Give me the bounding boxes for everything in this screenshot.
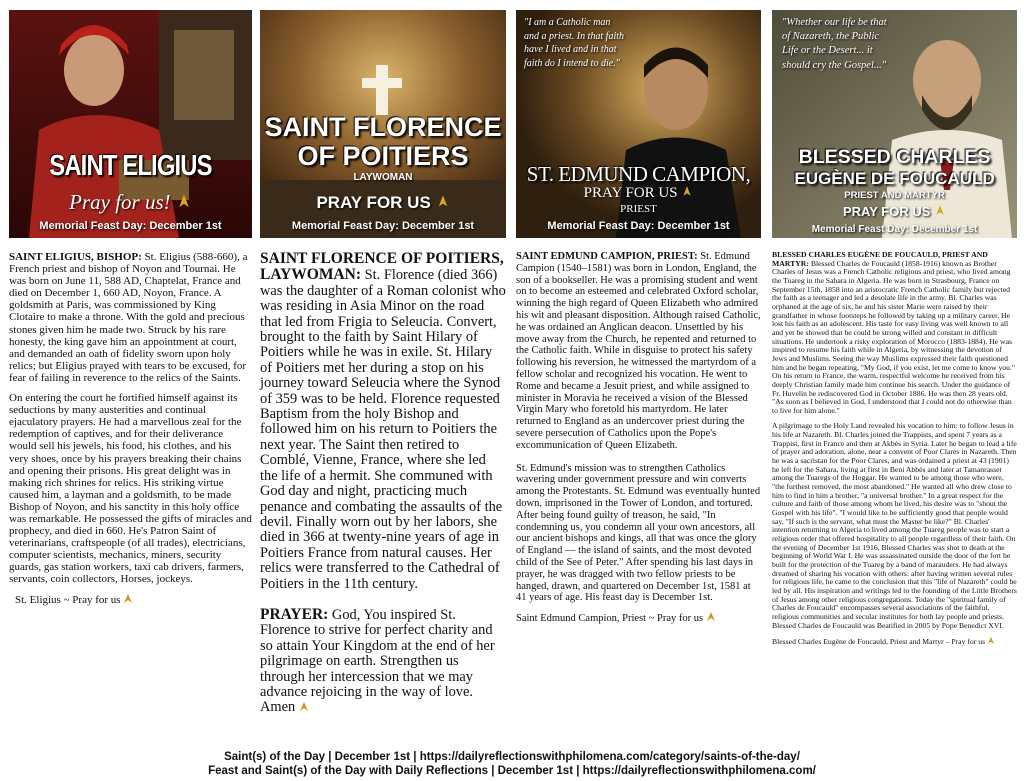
praying-hands-icon — [987, 637, 995, 644]
image-subtitle: PRIEST — [620, 203, 657, 215]
paragraph — [260, 251, 506, 592]
praying-hands-icon — [706, 612, 716, 621]
paragraph — [772, 251, 1017, 415]
footer-line-reflections[interactable]: Feast and Saint(s) of the Day with Daily Reflections | December 1st | https://dailyreflectionswithphilomena.com/ — [208, 765, 816, 777]
image-title: EUGÈNE DE FOUCAULD — [794, 169, 995, 188]
body-text: St. Florence (died 366) was the daughter of a Roman colonist who was residing in Asia Minor on the road that led from Frigia to Seleucia. Convert, brought to the faith by Saint Hilary of Poitiers while he was in exile. St. Hilary of Poitiers met her during a stop on his journey toward Seleucia where the Synod of 359 was to be held. Florence requested Baptism from the holy Bishop and followed him on his return to Poitiers the next year. The Saint then retired to Comblé, Vienne, France, where she led the life of a hermit. She communed with God day and night, practicing much penance and combating the assaults of the devil. Finally worn out by her labors, she died in 366 at twenty-nine years of age in Poitiers France from natural causes. Her relics were transferred to the Cathedral of Poitiers in the 11th century. — [260, 267, 506, 592]
image-quote: "Whether our life be that of Nazareth, the Public Life or the Desert... it should cry the Gospel..." — [782, 17, 887, 71]
body-text: St. Eligius (588-660), a French priest and bishop of Noyon and Tournai. He was born on June 11, 588 AD, Chaptelat, France and died on December 1, 660 AD, Noyon, France. A goldsmith at Paris, was commissioned by King Clotaire to make a throne. With the gold and precious stones given him he made two. Struck by his rare honesty, the king gave him an appointment at court, and demanded an oath of fidelity sworn upon holy relics; but Eligius prayed with tears to be excused, for fear of failing in reverence to the relics of the Saints. — [9, 251, 248, 384]
image-pray-text: PRAY FOR US — [772, 204, 1017, 219]
saint-column-eligius — [9, 10, 252, 606]
saint-foucauld-text — [772, 251, 1017, 647]
signature: St. Eligius ~ Pray for us — [9, 594, 252, 606]
saint-campion-text — [516, 251, 761, 625]
saint-eligius-text — [9, 251, 252, 606]
image-pray-text: Pray for us! — [9, 190, 252, 215]
image-subtitle: PRIEST AND MARTYR — [844, 190, 945, 201]
saint-heading: BLESSED CHARLES EUGÈNE DE FOUCAULD, PRIEST AND MARTYR: — [772, 250, 988, 268]
body-text: Blessed Charles de Foucauld (1858-1916) known as Brother Charles of Jesus was a French Catholic religious and priest, who lived among the Tuareg in the Sahara in Algeria. He was born in Strasbourg, France on September 15th, 1858 into an aristocratic French Catholic family but rejected the faith as a teenager and led a desolate life in the army. Bl. Charles was orphaned at the age of six, he and his sister Marie were raised by their grandfather in whose footsteps he followed by taking up a military career. He lost his faith as an adolescent. His taste for easy living was well known to all and yet he showed that he could be strong willed and constant in difficult situations. He undertook a risky exploration of Morocco (1883-1884). He was inspired to resume his faith while in Algeria, by witnessing the devotion of Jews and Muslims. Seeing the way Muslims expressed their faith questioned him and he began repeating, "My God, if you exist, let me come to know you." On his return to France, the warm, respectful welcome he received from his deeply Christian family made him continue his search. Under the guidance of Fr. Huvelin he rediscovered God in October 1886. He was then 28 years old. "As soon as I believed in God, I understood that I could not do otherwise than to live for him alone." — [772, 258, 1016, 415]
saint-heading: SAINT EDMUND CAMPION, PRIEST: — [516, 251, 698, 262]
image-title: BLESSED CHARLES — [798, 146, 991, 168]
prayer-heading: PRAYER: — [260, 605, 329, 623]
praying-hands-icon — [299, 702, 309, 711]
image-subtitle: LAYWOMAN — [353, 172, 413, 183]
saint-heading: SAINT FLORENCE OF POITIERS, LAYWOMAN: — [260, 250, 504, 284]
saint-florence-text — [260, 251, 506, 716]
image-quote: "I am a Catholic man and a priest. In that faith have I lived and in that faith do I intend to die." — [524, 17, 624, 69]
saint-column-foucauld — [772, 10, 1017, 647]
paragraph: A pilgrimage to the Holy Land revealed his vocation to him: to follow Jesus in his life at Nazareth. Bl. Charles joined the Trappists, and spent 7 years as a Trappist, first in France and then at Akbès in Syria. Later he began to lead a life of prayer and adoration, alone, near a convent of Poor Clares in Nazareth. Then he was a sacristan for the Poor Clares, and was ordained a priest at 43 (1901) he left for the Sahara, living at first in Beni Abbès and later at Tamanrasset among the Tuaregs of the Hoggar. He wanted to be among those who were, "the furthest removed, the most abandoned." He wanted all who drew close to him to find in him a brother, "a universal brother." In a great respect for the culture and faith of those among whom he lived, his desire was to "shout the Gospel with his life". "I would like to be sufficiently good that people would say, "If such is the servant, what must the Master be like?" Bl. Charles' intention returning to Algeria to lived among the Tuareg people was to start a religious order that offered hospitality to all people regardless of their faith. On the evening of December 1st 1916, Blessed Charles was shot to death at the beginning of World War I. He was assassinated outside the door of the fort he built for the protection of the Tuareg by a band of marauders. He had always dreamed of sharing his vocation with others: after having written several rules for religious life, he came to the conclusion that this "life of Nazareth" could be led by all. His inspiration and writings led to the founding of the Little Brothers of Jesus among other religious congregations. Today the "spiritual family of Charles de Foucauld" encompasses several associations of the faithful, religious communities and secular institutes for both lay people and priests. Blessed Charles de Foucauld was Beatified in 2005 by Pope Benedict XVI. — [772, 421, 1017, 630]
signature: Saint Edmund Campion, Priest ~ Pray for us — [516, 612, 761, 625]
image-pray-text: PRAY FOR US — [516, 185, 761, 202]
praying-hands-icon — [436, 195, 450, 208]
saint-campion-image — [516, 10, 761, 238]
saint-eligius-image — [9, 10, 252, 238]
prayer-text: God, You inspired St. Florence to strive for perfect charity and so attain Your Kingdom at the end of her pilgrimage on earth. Strengthen us through her intercession that we may advance rejoicing in the way of love. Amen — [260, 606, 495, 716]
image-title: SAINT ELIGIUS — [49, 150, 212, 182]
saint-foucauld-image — [772, 10, 1017, 238]
body-text: St. Edmund Campion (1540–1581) was born in London, England, the son of a bookseller. He was a promising student and went on to become an esteemed and celebrated Oxford scholar, winning the high regard of Queen Elizabeth who admired his wit and pleasant disposition. Although raised Catholic, he was ordained an Anglican deacon. Unsettled by his move away from the Church, he repented and returned to the Catholic faith. While in disguise to protect his safety following his reversion, he witnessed the martyrdom of a fellow scholar and recognized his vocation. He went to Rome and became a Jesuit priest, and while assigned to minister in Moravia he received a vision of the Blessed Virgin Mary who foretold his martyrdom. He later returned to England as an undercover priest during the severe persecution of Catholics upon the Pope's excommunication of Queen Elizabeth. — [516, 251, 761, 451]
praying-hands-icon — [176, 194, 192, 209]
image-feast-day: Memorial Feast Day: December 1st — [547, 220, 730, 232]
image-pray-text: PRAY FOR US — [260, 193, 506, 213]
paragraph — [9, 251, 252, 384]
praying-hands-icon — [123, 594, 133, 603]
image-title: SAINT FLORENCE — [264, 112, 502, 142]
praying-hands-icon — [681, 186, 693, 197]
image-feast-day: Memorial Feast Day: December 1st — [39, 220, 222, 232]
saint-florence-image — [260, 10, 506, 238]
paragraph — [516, 251, 761, 452]
image-title: OF POITIERS — [297, 141, 469, 171]
page-footer — [0, 750, 1024, 778]
paragraph: St. Edmund's mission was to strengthen Catholics wavering under government pressure and win converts among the Protestants. St. Edmund was eventually hunted down, imprisoned in the Tower of London, and tortured. After being found guilty of treason, he said, "In condemning us, you condemn all your own ancestors, all our ancient bishops and kings, all that was once the glory of England — the island of saints, and the most devoted child of the See of Peter." After spending his last days in prayer, he was dragged with two fellow priests to be hanged, drawn, and quartered on December 1st, 1581 at 41 years of age. His feast day is December 1st. — [516, 462, 761, 604]
image-feast-day: Memorial Feast Day: December 1st — [291, 220, 475, 232]
paragraph: On entering the court he fortified himself against its seductions by many austerities and continual ejaculatory prayers. He had a marvellous zeal for the redemption of captives, and for their deliverance would sell his jewels, his food, his clothes, and his very shoes, once by his prayers breaking their chains and opening their prisons. His great delight was in making rich shrines for relics. His striking virtue caused him, a layman and a goldsmith, to be made Bishop of Noyon, and his sanctity in this holy office was remarkable. He possessed the gifts of miracles and prophecy, and died in 660. He's Patron Saint of veterinarians, craftspeople (of all trades), electricians, computer scientists, mechanics, miners, security guards, gas station workers, taxi cab drivers, farmers, servants, coin collectors, Horses, jockeys. — [9, 392, 252, 586]
saint-heading: SAINT ELIGIUS, BISHOP: — [9, 251, 142, 263]
image-feast-day: Memorial Feast Day: December 1st — [811, 224, 978, 235]
prayer-paragraph — [260, 607, 506, 716]
praying-hands-icon — [934, 205, 946, 216]
image-title: ST. EDMUND CAMPION, — [526, 162, 751, 186]
saint-column-campion — [516, 10, 761, 625]
footer-line-saints[interactable]: Saint(s) of the Day | December 1st | https://dailyreflectionswithphilomena.com/category/saints-of-the-day/ — [224, 751, 800, 763]
saint-column-florence — [260, 10, 506, 716]
signature: Blessed Charles Eugène de Foucauld, Priest and Martyr – Pray for us — [772, 637, 1017, 647]
